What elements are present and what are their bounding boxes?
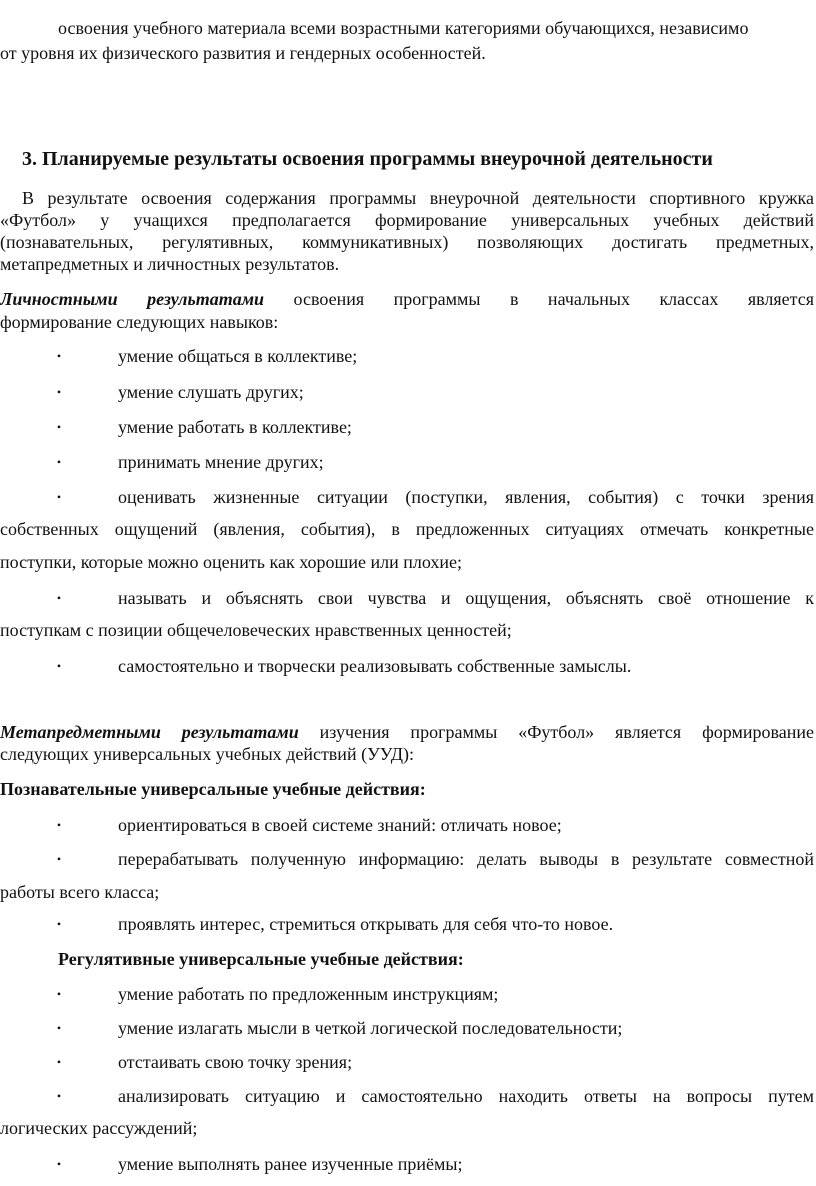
section-para-line-3: (познавательных, регулятивных, коммуникативных) позволяющих достигать предметных, [0,232,814,252]
regulative-item-1: умение работать по предложенным инструкциям; [118,984,499,1004]
meta-intro-line-2: следующих универсальных учебных действий (УУД): [0,744,415,764]
cognitive-item-3: проявлять интерес, стремиться открывать для себя что-то новое. [118,914,614,934]
regulative-item-4-line-1: анализировать ситуацию и самостоятельно находить ответы на вопросы путем [118,1086,814,1106]
regulative-item-5: умение выполнять ранее изученные приёмы; [118,1154,463,1174]
bullet-icon: • [56,455,62,469]
personal-intro-rest: освоения программы в начальных классах является [264,289,814,309]
intro-line-1: освоения учебного материала всеми возрастными категориями обучающихся, независимо [58,18,749,38]
bullet-icon: • [56,1089,62,1103]
intro-line-2: от уровня их физического развития и гендерных особенностей. [0,43,486,63]
cognitive-item-1: ориентироваться в своей системе знаний: отличать новое; [118,815,562,835]
personal-label: Личностными результатами [0,289,265,309]
bullet-icon: • [56,659,62,673]
meta-intro-rest: изучения программы «Футбол» является формирование [298,722,814,742]
bullet-icon: • [56,987,62,1001]
personal-item-5-line-1: оценивать жизненные ситуации (поступки, явления, события) с точки зрения [118,487,814,507]
personal-item-1: умение общаться в коллективе; [118,346,358,366]
personal-item-4: принимать мнение других; [118,452,324,472]
bullet-icon: • [56,591,62,605]
bullet-icon: • [56,1021,62,1035]
section-para-line-4: метапредметных и личностных результатов. [0,254,340,274]
cognitive-item-2-line-2: работы всего класса; [0,882,160,902]
meta-intro-line-1 [0,721,814,743]
personal-item-6-line-2: поступкам с позиции общечеловеческих нравственных ценностей; [0,620,512,640]
section-heading: 3. Планируемые результаты освоения программы внеурочной деятельности [22,148,713,170]
cognitive-item-2-line-1: перерабатывать полученную информацию: делать выводы в результате совместной [118,849,814,869]
bullet-icon: • [56,349,62,363]
personal-item-3: умение работать в коллективе; [118,417,352,437]
bullet-icon: • [56,917,62,931]
bullet-icon: • [56,852,62,866]
bullet-icon: • [56,1055,62,1069]
section-para-line-1: В результате освоения содержания программы внеурочной деятельности спортивного кружка [22,188,814,208]
bullet-icon: • [56,385,62,399]
personal-item-5-line-2: собственных ощущений (явления, события), в предложенных ситуациях отмечать конкретные [0,519,814,539]
bullet-icon: • [56,1157,62,1171]
personal-intro-line-1 [0,288,814,310]
regulative-item-3: отстаивать свою точку зрения; [118,1052,353,1072]
personal-intro-line-2: формирование следующих навыков: [0,312,279,332]
regulative-item-2: умение излагать мысли в четкой логической последовательности; [118,1018,623,1038]
bullet-icon: • [56,490,62,504]
meta-label: Метапредметными результатами [0,722,299,742]
section-para-line-2: «Футбол» у учащихся предполагается формирование универсальных учебных действий [0,210,814,230]
personal-item-6-line-1: называть и объяснять свои чувства и ощущения, объяснять своё отношение к [118,588,814,608]
regulative-heading: Регулятивные универсальные учебные действия: [58,949,464,969]
cognitive-heading: Познавательные универсальные учебные действия: [0,779,426,799]
personal-item-2: умение слушать других; [118,382,304,402]
bullet-icon: • [56,818,62,832]
bullet-icon: • [56,420,62,434]
personal-item-7: самостоятельно и творчески реализовывать собственные замыслы. [118,656,632,676]
personal-item-5-line-3: поступки, которые можно оценить как хорошие или плохие; [0,552,463,572]
regulative-item-4-line-2: логических рассуждений; [0,1118,198,1138]
